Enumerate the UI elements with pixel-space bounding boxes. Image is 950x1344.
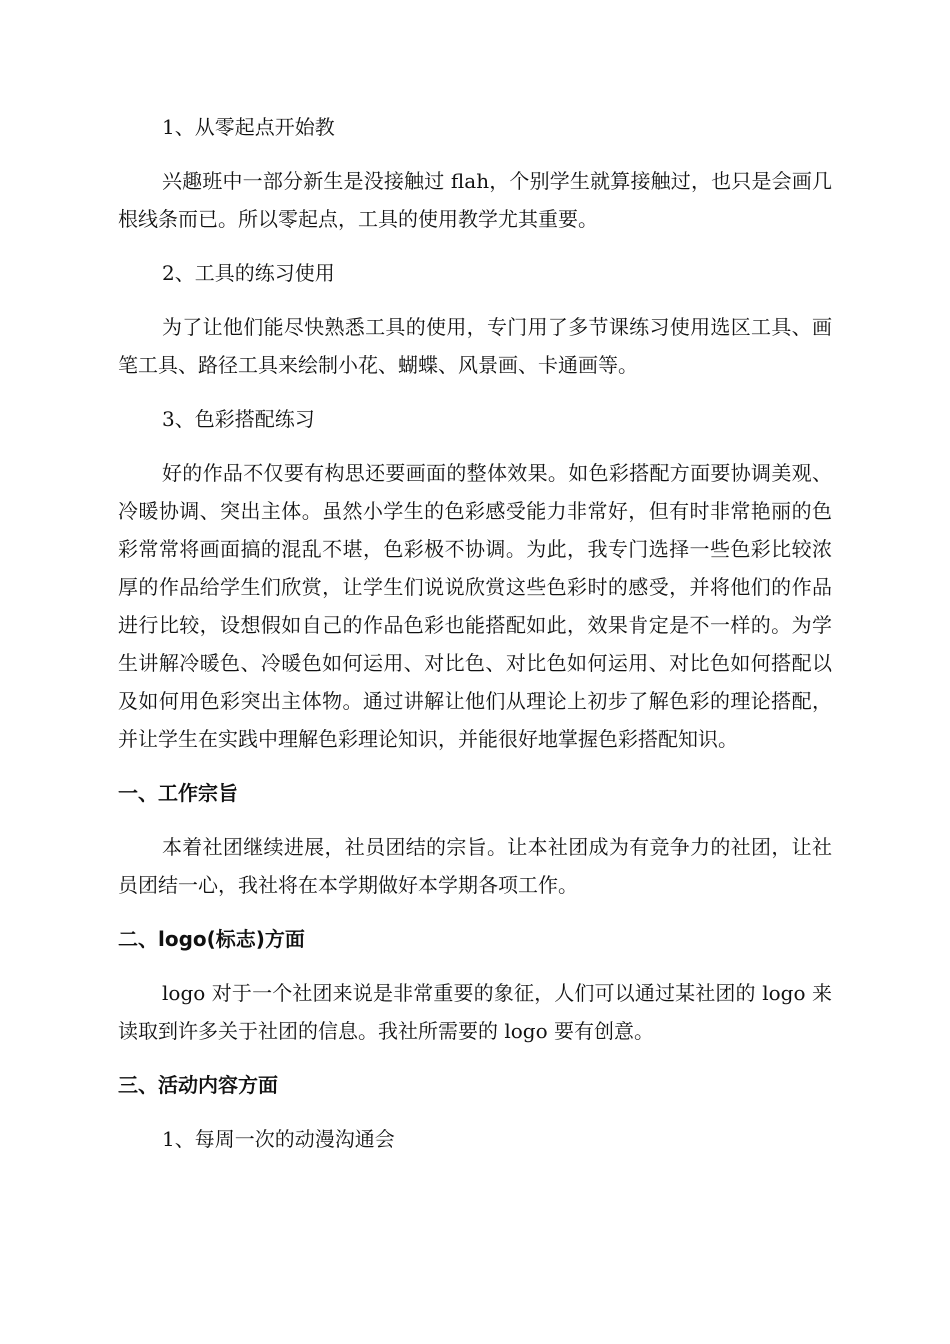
section-heading-activities: 三、活动内容方面 [118, 1073, 278, 1097]
paragraph-color-matching: 好的作品不仅要有构思还要画面的整体效果。如色彩搭配方面要协调美观、冷暖协调、突出主体。虽然小学生的色彩感受能力非常好，但有时非常艳丽的色彩常常将画面搞的混乱不堪，色彩极不协调。为此，我专门选择一些色彩比较浓厚的作品给学生们欣赏，让学生们说说欣赏这些色彩时的感受，并将他们的作品进行比较，设想假如自己的作品色彩也能搭配如此，效果肯定是不一样的。为学生讲解冷暖色、冷暖色如何运用、对比色、对比色如何运用、对比色如何搭配以及如何用色彩突出主体物。通过讲解让他们从理论上初步了解色彩的理论搭配，并让学生在实践中理解色彩理论知识，并能很好地掌握色彩搭配知识。 [118, 461, 832, 751]
paragraph-tool-usage: 为了让他们能尽快熟悉工具的使用，专门用了多节课练习使用选区工具、画笔工具、路径工具来绘制小花、蝴蝶、风景画、卡通画等。 [118, 315, 832, 377]
paragraph-purpose: 本着社团继续进展，社员团结的宗旨。让本社团成为有竞争力的社团，让社员团结一心，我社将在本学期做好本学期各项工作。 [118, 835, 832, 897]
list-item-tool-practice: 2、工具的练习使用 [162, 261, 335, 285]
list-item-weekly-meeting: 1、每周一次的动漫沟通会 [162, 1127, 395, 1151]
document-page [118, 108, 832, 1174]
section-heading-purpose: 一、工作宗旨 [118, 781, 238, 805]
section-heading-logo: 二、logo(标志)方面 [118, 927, 305, 951]
list-item-color-practice: 3、色彩搭配练习 [162, 407, 315, 431]
paragraph-new-students: 兴趣班中一部分新生是没接触过 flah，个别学生就算接触过，也只是会画几根线条而已。所以零起点，工具的使用教学尤其重要。 [118, 169, 832, 231]
list-item-zero-start: 1、从零起点开始教 [162, 115, 335, 139]
paragraph-logo: logo 对于一个社团来说是非常重要的象征，人们可以通过某社团的 logo 来读取到许多关于社团的信息。我社所需要的 logo 要有创意。 [118, 981, 832, 1043]
